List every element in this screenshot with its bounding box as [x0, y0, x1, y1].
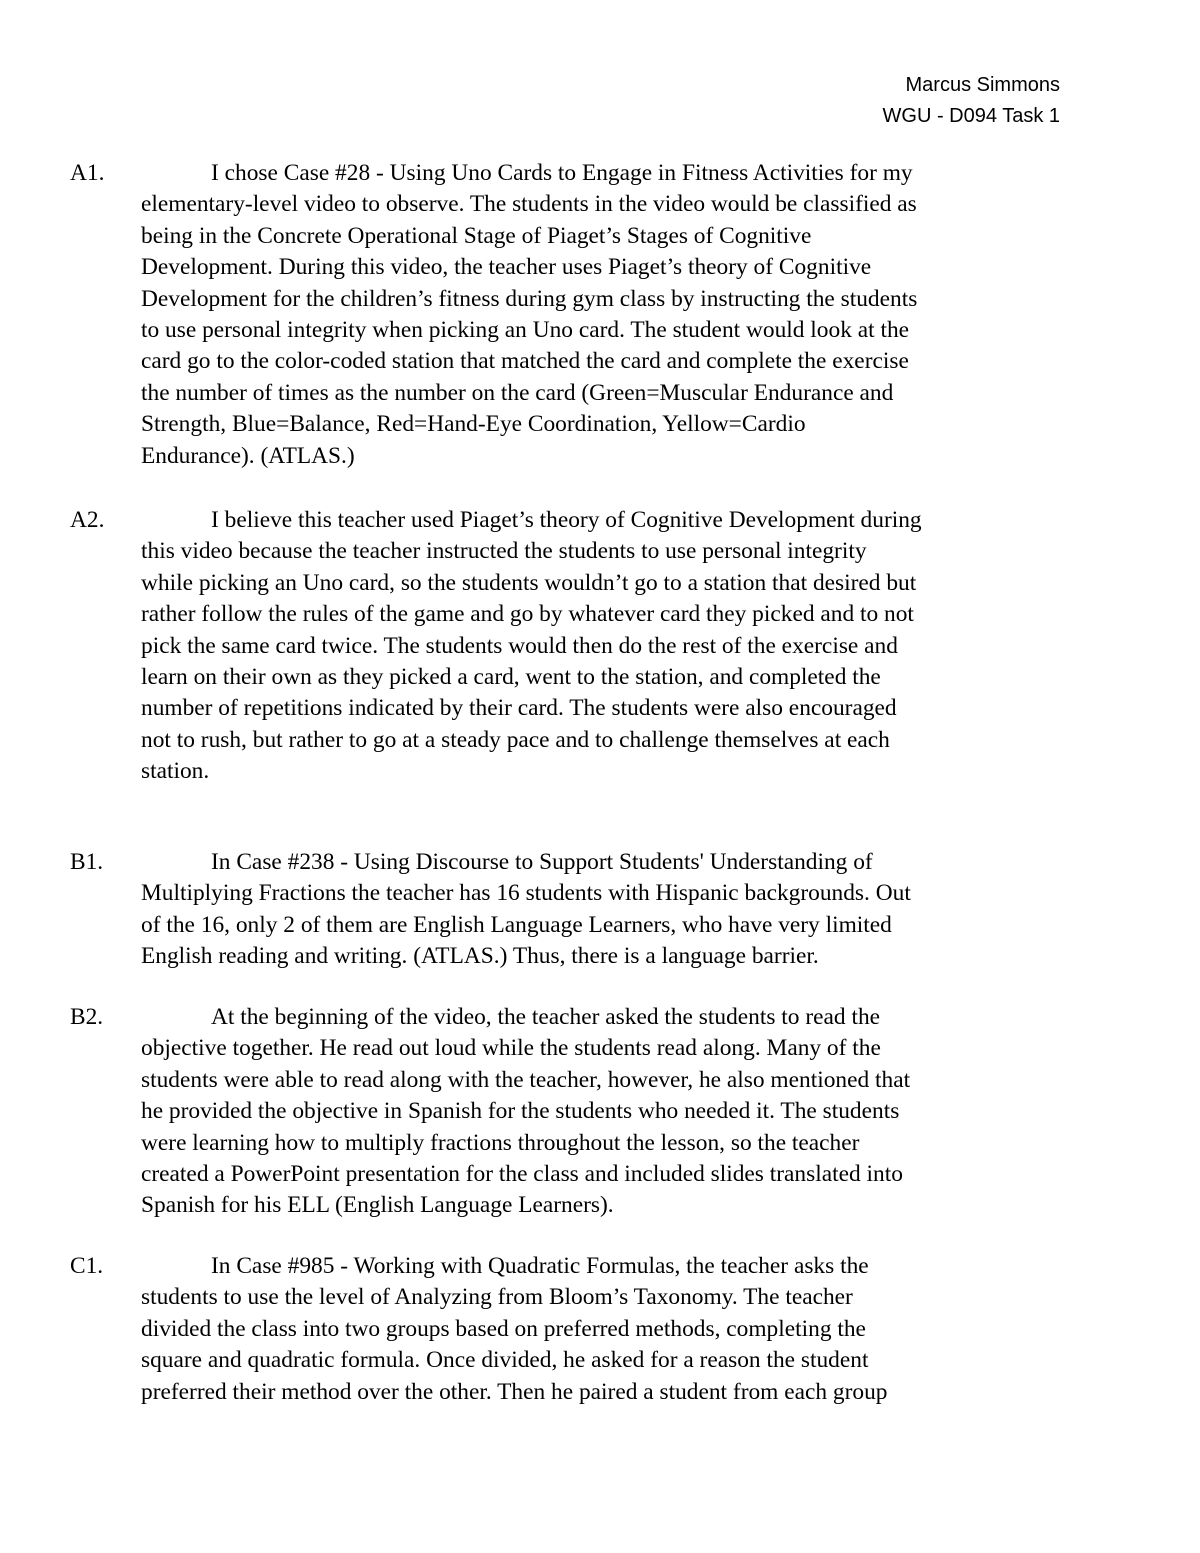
paragraph-line: preferred their method over the other. Then he paired a student from each group [141, 1378, 888, 1405]
section-body [141, 505, 1070, 788]
paragraph-line: students were able to read along with the teacher, however, he also mentioned that [141, 1066, 911, 1093]
author-name: Marcus Simmons [905, 74, 1060, 96]
paragraph-line: being in the Concrete Operational Stage of Piaget’s Stages of Cognitive [141, 222, 812, 249]
paragraph-line: the number of times as the number on the card (Green=Muscular Endurance and [141, 379, 894, 406]
section-a1 [70, 158, 1070, 472]
paragraph-line: I believe this teacher used Piaget’s theory of Cognitive Development during [211, 507, 922, 533]
section-body [141, 847, 1070, 973]
paragraph-line: this video because the teacher instructed the students to use personal integrity [141, 538, 867, 565]
paragraph-line: students to use the level of Analyzing from Bloom’s Taxonomy. The teacher [141, 1284, 853, 1311]
paragraph-line: objective together. He read out loud while the students read along. Many of the [141, 1035, 881, 1062]
paragraph-line: of the 16, only 2 of them are English Language Learners, who have very limited [141, 911, 892, 938]
paragraph-line: At the beginning of the video, the teacher asked the students to read the [211, 1004, 881, 1030]
paragraph-line: card go to the color-coded station that matched the card and complete the exercise [141, 348, 909, 375]
paragraph-line: divided the class into two groups based on preferred methods, completing the [141, 1315, 866, 1342]
paragraph-line: English reading and writing. (ATLAS.) Thus, there is a language barrier. [141, 943, 819, 970]
paragraph-line: elementary-level video to observe. The students in the video would be classified as [141, 191, 917, 218]
section-label: C1. [70, 1253, 104, 1279]
paragraph-line: learn on their own as they picked a card, went to the station, and completed the [141, 664, 881, 691]
section-label: A1. [70, 160, 105, 186]
paragraph-line: Strength, Blue=Balance, Red=Hand-Eye Coordination, Yellow=Cardio [141, 411, 806, 438]
paragraph-line: were learning how to multiply fractions throughout the lesson, so the teacher [141, 1129, 860, 1156]
paragraph-line: not to rush, but rather to go at a steady pace and to challenge themselves at each [141, 726, 890, 753]
section-label: B2. [70, 1004, 104, 1030]
section-body [141, 1251, 1070, 1408]
section-body [141, 158, 1070, 472]
section-label: B1. [70, 849, 104, 875]
paragraph-line: I chose Case #28 - Using Uno Cards to Engage in Fitness Activities for my [211, 160, 913, 186]
section-c1 [70, 1251, 1070, 1408]
paragraph-line: square and quadratic formula. Once divided, he asked for a reason the student [141, 1347, 869, 1374]
paragraph-line: In Case #985 - Working with Quadratic Formulas, the teacher asks the [211, 1253, 869, 1279]
paragraph-line: pick the same card twice. The students would then do the rest of the exercise and [141, 632, 898, 659]
paragraph-line: number of repetitions indicated by their card. The students were also encouraged [141, 695, 897, 722]
paragraph-line: Development. During this video, the teacher uses Piaget’s theory of Cognitive [141, 254, 872, 281]
paragraph-line: In Case #238 - Using Discourse to Support Students' Understanding of [211, 849, 873, 875]
paragraph-line: Endurance). (ATLAS.) [141, 442, 355, 469]
paragraph-line: he provided the objective in Spanish for the students who needed it. The students [141, 1098, 900, 1125]
paragraph-line: to use personal integrity when picking an Uno card. The student would look at the [141, 317, 910, 344]
section-b1 [70, 847, 1070, 973]
paragraph-line: Multiplying Fractions the teacher has 16 students with Hispanic backgrounds. Out [141, 880, 911, 907]
paragraph-line: rather follow the rules of the game and go by whatever card they picked and to not [141, 601, 914, 628]
section-body [141, 1002, 1070, 1222]
section-label: A2. [70, 507, 105, 533]
section-a2 [70, 505, 1070, 788]
paragraph-line: station. [141, 758, 210, 785]
paragraph-line: while picking an Uno card, so the students wouldn’t go to a station that desired but [141, 569, 917, 596]
course-title: WGU - D094 Task 1 [882, 105, 1060, 127]
page-header [883, 70, 1060, 132]
paragraph-line: created a PowerPoint presentation for the class and included slides translated into [141, 1161, 903, 1188]
section-b2 [70, 1002, 1070, 1222]
paragraph-line: Spanish for his ELL (English Language Learners). [141, 1192, 614, 1219]
paragraph-line: Development for the children’s fitness during gym class by instructing the students [141, 285, 918, 312]
